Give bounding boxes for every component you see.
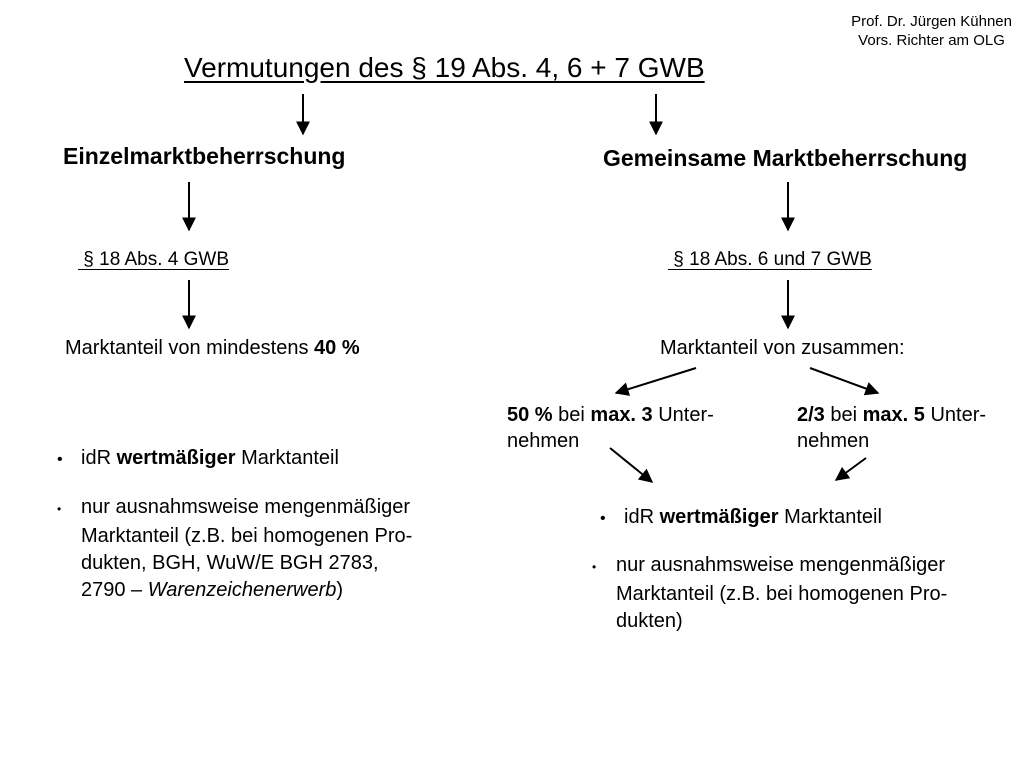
option-a-line-2: nehmen — [507, 430, 580, 452]
right-threshold: Marktanteil von zusammen: — [660, 337, 905, 359]
left-bullet-2-line-4 — [57, 577, 412, 604]
left-threshold-value: 40 % — [314, 337, 360, 359]
bullet-marker: • — [600, 510, 606, 527]
left-bullet-2 — [57, 494, 412, 604]
left-bullet-2-line-1: nur ausnahmsweise mengenmäßiger — [81, 496, 411, 518]
right-bullet-1 — [600, 504, 882, 532]
right-bullet-2-line-2: Marktanteil (z.B. bei homogenen Pro- — [616, 583, 948, 605]
option-b-line-2: nehmen — [797, 430, 870, 452]
option-a — [507, 402, 777, 454]
arrow-threshold-to-option-a — [616, 368, 696, 393]
right-bullet-2-line-3: dukten) — [616, 610, 683, 632]
right-bullet-1-bold: wertmäßiger — [659, 506, 779, 528]
left-bullet-2-line-4-prefix: 2790 – — [81, 579, 148, 601]
author-block — [851, 12, 1012, 50]
left-heading: Einzelmarktbeherrschung — [63, 143, 346, 169]
right-bullet-2 — [592, 552, 947, 635]
arrow-option-b-to-bullet — [836, 458, 866, 480]
option-b-tail: Unter- — [924, 404, 987, 426]
right-heading: Gemeinsame Marktbeherrschung — [603, 145, 968, 171]
author-role: Vors. Richter am OLG — [858, 32, 1005, 49]
right-bullet-1-prefix: idR — [624, 506, 660, 528]
left-bullet-2-line-3: dukten, BGH, WuW/E BGH 2783, — [81, 552, 379, 574]
left-bullet-2-line-4-suffix: ) — [336, 579, 344, 601]
bullet-marker: • — [57, 451, 63, 468]
option-b — [797, 402, 1017, 454]
option-a-tail: Unter- — [652, 404, 714, 426]
option-b-bold: max. 5 — [862, 404, 925, 426]
author-name: Prof. Dr. Jürgen Kühnen — [851, 13, 1012, 30]
option-a-mid: bei — [552, 404, 591, 426]
arrow-threshold-to-option-b — [810, 368, 878, 393]
left-paragraph-ref: § 18 Abs. 4 GWB — [78, 249, 230, 270]
right-bullet-2-line-1: nur ausnahmsweise mengenmäßiger — [616, 554, 946, 576]
left-bullet-1-prefix: idR — [81, 447, 117, 469]
bullet-marker: • — [57, 502, 62, 516]
left-bullet-2-line-2: Marktanteil (z.B. bei homogenen Pro- — [81, 525, 413, 547]
option-a-value: 50 % — [507, 404, 553, 426]
right-paragraph-ref: § 18 Abs. 6 und 7 GWB — [668, 249, 872, 270]
left-threshold — [65, 337, 360, 360]
left-bullet-1-suffix: Marktanteil — [235, 447, 339, 469]
option-a-bold: max. 3 — [590, 404, 653, 426]
left-bullet-1-bold: wertmäßiger — [116, 447, 236, 469]
left-threshold-prefix: Marktanteil von mindestens — [65, 337, 315, 359]
left-bullet-2-line-4-italic: Warenzeichenerwerb — [147, 579, 337, 601]
right-bullet-1-suffix: Marktanteil — [778, 506, 882, 528]
page-title: Vermutungen des § 19 Abs. 4, 6 + 7 GWB — [184, 52, 705, 83]
left-bullet-1 — [57, 445, 339, 473]
option-b-value: 2/3 — [797, 404, 825, 426]
bullet-marker: • — [592, 560, 597, 574]
option-b-mid: bei — [824, 404, 863, 426]
